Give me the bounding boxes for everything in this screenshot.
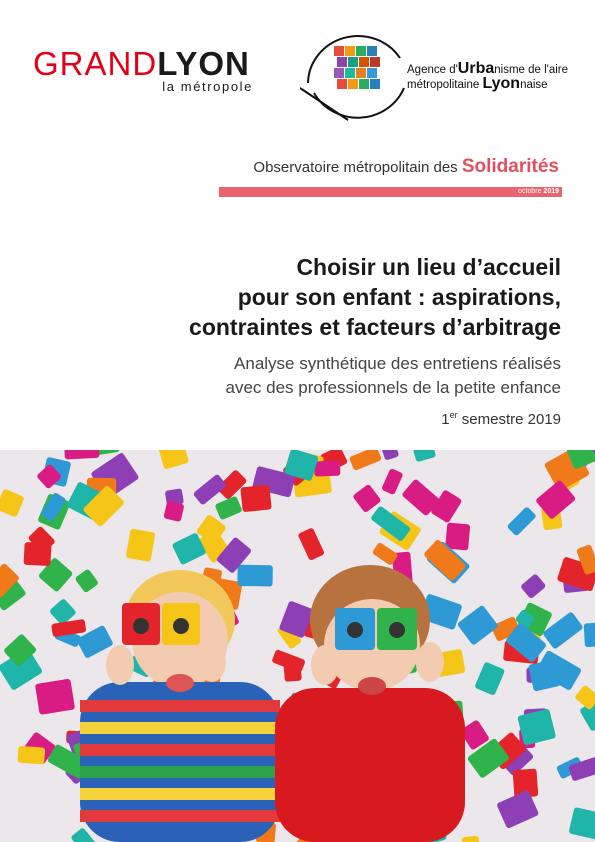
document-title [81,252,561,342]
cube-emblem-icon [300,28,410,128]
observatoire-heading [253,156,559,178]
title-line-1: Choisir un lieu d’accueil [296,254,561,280]
agence-line-2a: métropolitaine [407,79,483,91]
observatoire-accent: Solidarités [461,156,559,177]
grandlyon-logo [33,46,255,98]
semester-number: 1 [441,411,450,428]
agence-line-2b: Lyon [482,75,521,92]
observatoire-bar [219,187,562,197]
agence-line-2c: naise [520,79,548,91]
semester-text: semestre 2019 [457,411,561,428]
grandlyon-grand: GRAND [33,45,158,82]
subtitle-line-1: Analyse synthétique des entretiens réalisés [234,354,561,373]
grandlyon-lyon: LYON [157,45,250,82]
document-subtitle [81,352,561,400]
observatoire-date [518,187,559,197]
children-with-blocks-illustration [0,450,595,842]
grandlyon-subtitle: la métropole [162,79,253,94]
agence-urbanisme-logo [300,28,570,128]
semester-suffix: er [449,410,458,420]
title-line-2: pour son enfant : aspirations, [237,284,561,310]
agence-name [407,62,568,92]
semester-label [441,410,561,428]
title-line-3: contraintes et facteurs d’arbitrage [189,314,561,340]
observatoire-prefix: Observatoire métropolitain des [253,159,462,176]
date-year: 2019 [543,188,559,195]
agence-line-2 [407,77,568,92]
agence-line-1a: Agence d' [407,64,458,76]
cover-photo [0,450,595,842]
grandlyon-wordmark [33,46,250,82]
agence-line-1c: nisme de l'aire [494,64,569,76]
subtitle-line-2: avec des professionnels de la petite enfance [225,378,561,397]
date-month: octobre [518,188,542,195]
agence-line-1b: Urba [457,60,495,77]
